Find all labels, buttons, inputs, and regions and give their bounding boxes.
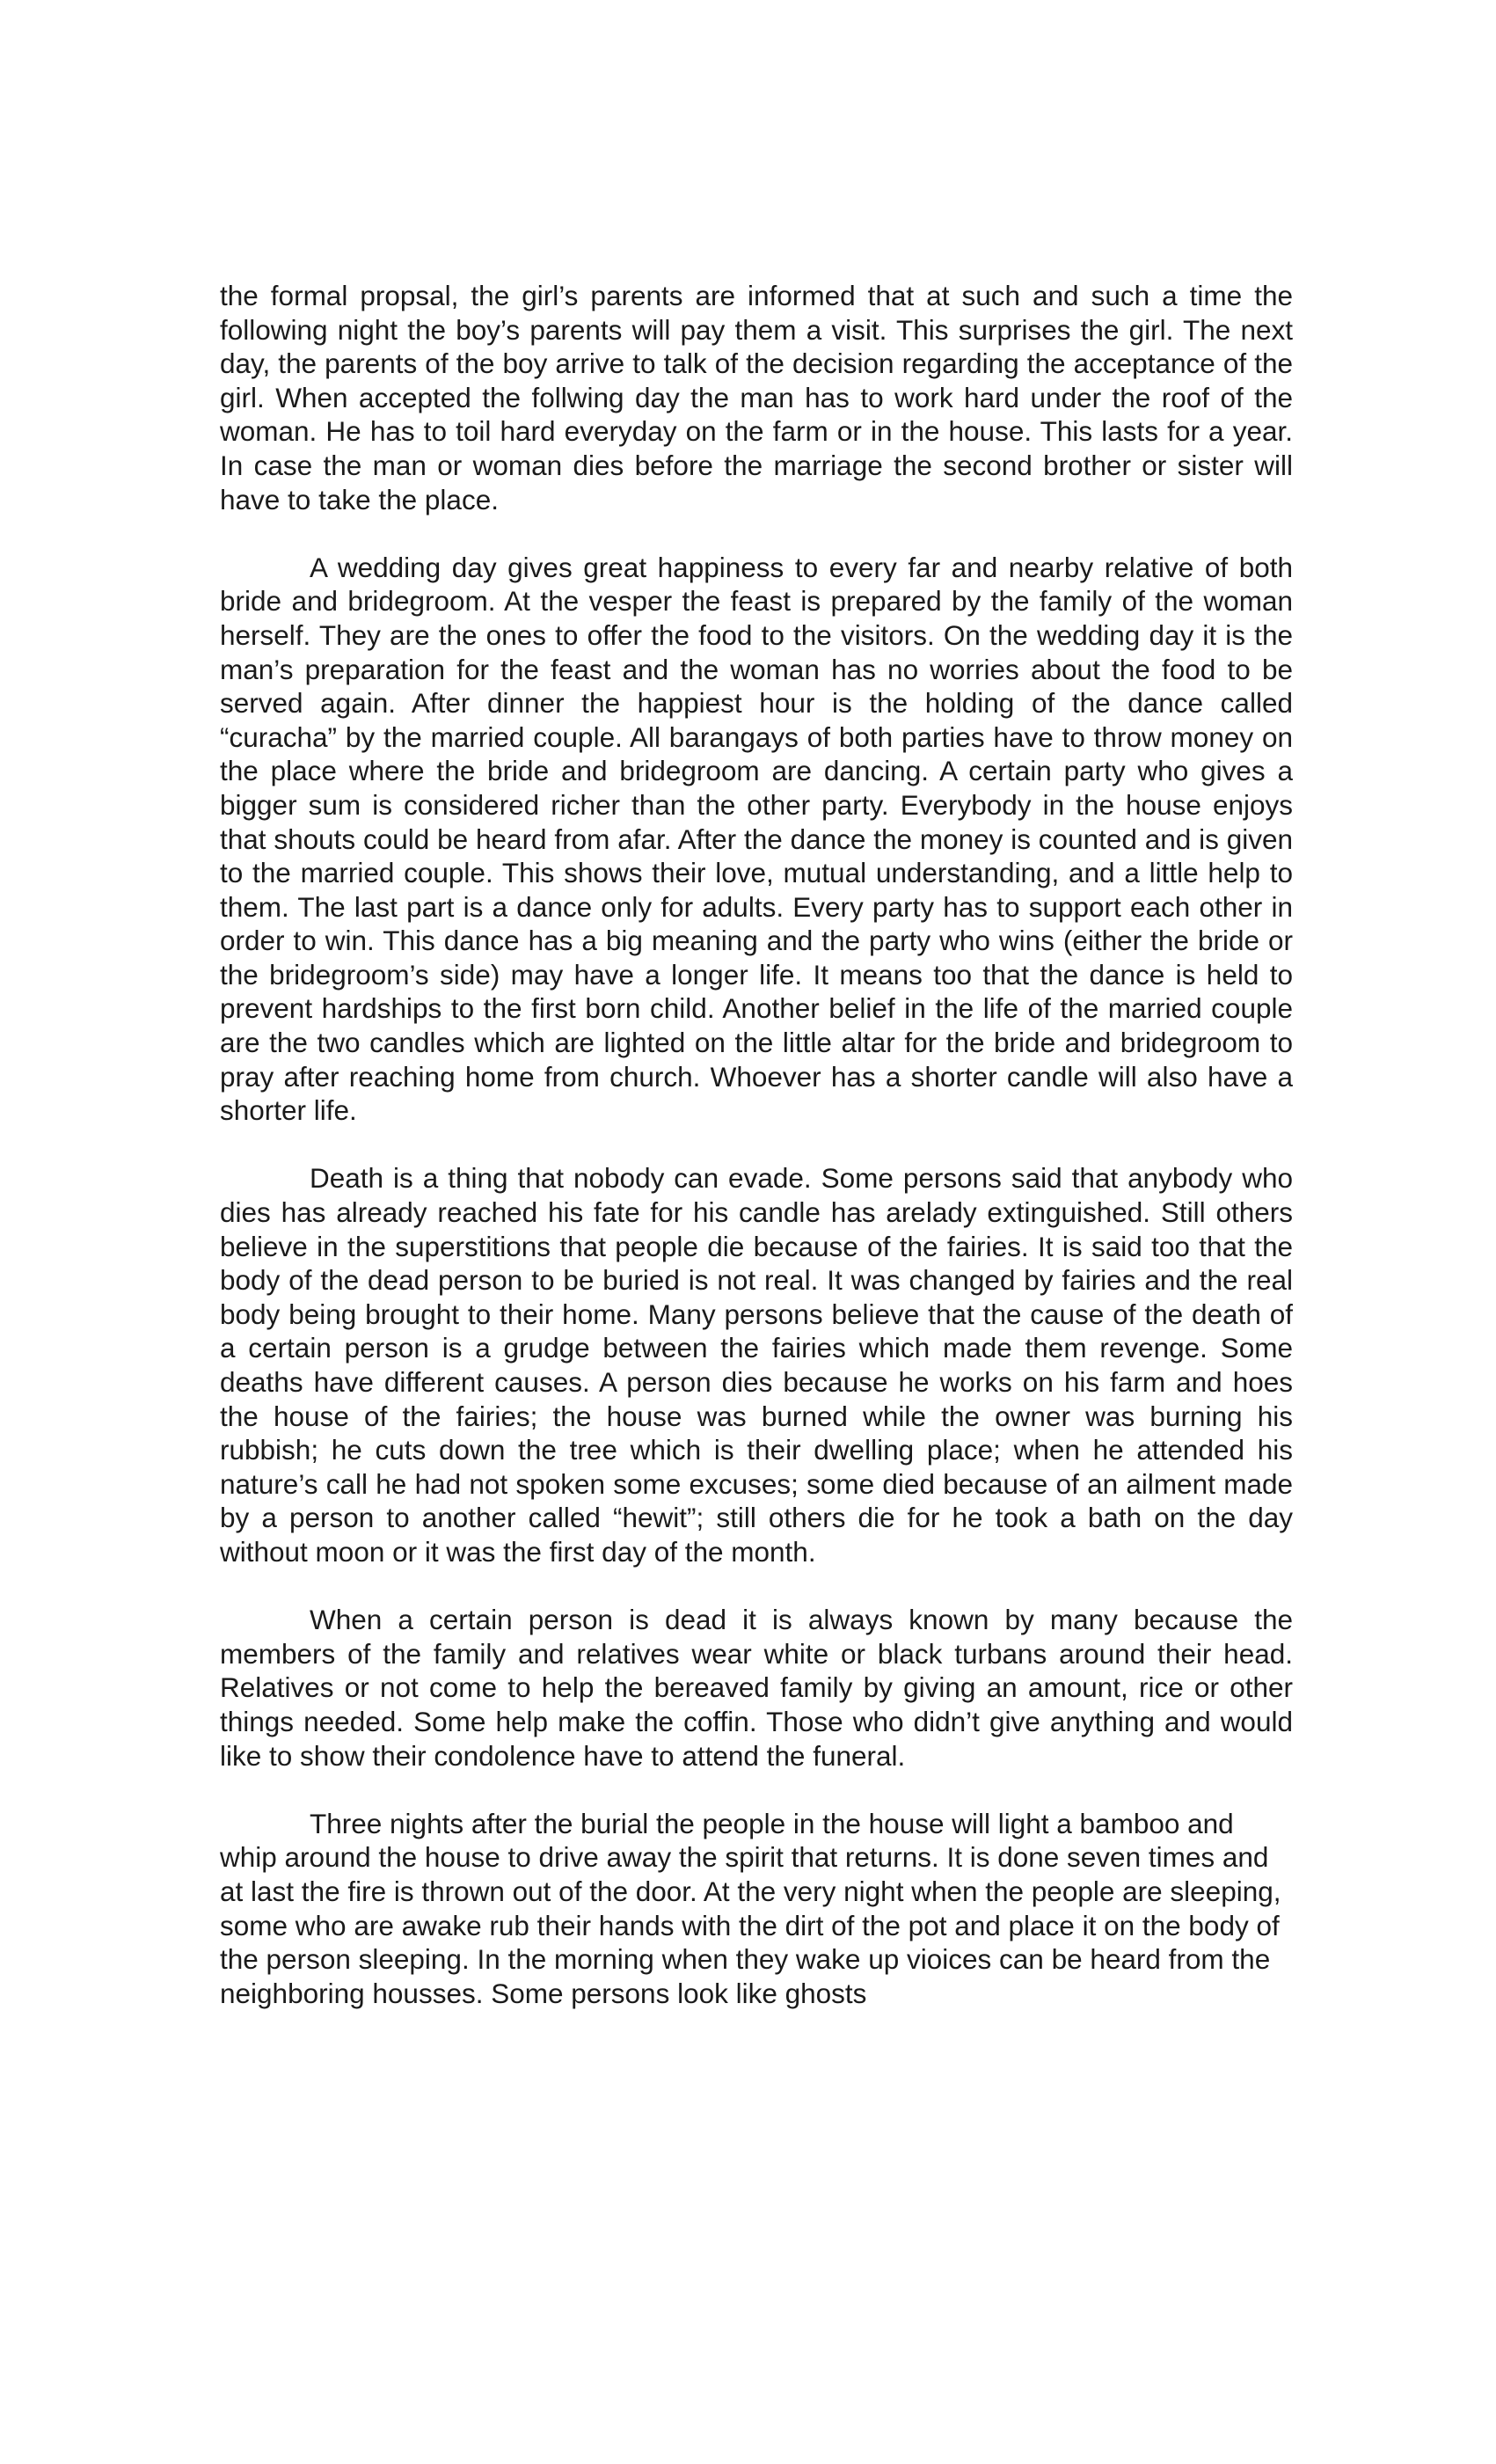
document-body xyxy=(220,279,1293,2010)
paragraph-proposal-custom: the formal propsal, the girl’s parents are informed that at such and such a time the following night the boy’s parents will pay them a visit. This surprises the girl. The next day, the parents of the boy arrive to talk of the decision regarding the acceptance of the girl. When accepted the follwing day the man has to work hard under the roof of the woman. He has to toil hard everyday on the farm or in the house. This lasts for a year. In case the man or woman dies before the marriage the second brother or sister will have to take the place. xyxy=(220,280,1293,515)
paragraph-after-burial: Three nights after the burial the people in the house will light a bamboo and whip around the house to drive away the spirit that returns. It is done seven times and at last the fire is thrown out of the door. At the very night when the people are sleeping, some who are awake rub their hands with the dirt of the pot and place it on the body of the person sleeping. In the morning when they wake up vioices can be heard from the neighboring housses. Some persons look like ghosts xyxy=(220,1807,1281,2009)
paragraph-wedding-day: A wedding day gives great happiness to every far and nearby relative of both bride and bridegroom. At the vesper the feast is prepared by the family of the woman herself. They are the ones to offer the food to the visitors. On the wedding day it is the man’s preparation for the feast and the woman has no worries about the food to be served again. After dinner the happiest hour is the holding of the dance called “curacha” by the married couple. All barangays of both parties have to throw money on the place where the bride and bridegroom are dancing. A certain party who gives a bigger sum is considered richer than the other party. Everybody in the house enjoys that shouts could be heard from afar. After the dance the money is counted and is given to the married couple. This shows their love, mutual understanding, and a little help to them. The last part is a dance only for adults. Every party has to support each other in order to win. This dance has a big meaning and the party who wins (either the bride or the bridegroom’s side) may have a longer life. It means too that the dance is held to prevent hardships to the first born child. Another belief in the life of the married couple are the two candles which are lighted on the little altar for the bride and bridegroom to pray after reaching home from church. Whoever has a shorter candle will also have a shorter life. xyxy=(220,551,1293,1127)
paragraph-mourning: When a certain person is dead it is always known by many because the members of the family and relatives wear white or black turbans around their head. Relatives or not come to help the bereaved family by giving an amount, rice or other things needed. Some help make the coffin. Those who didn’t give anything and would like to show their condolence have to attend the funeral. xyxy=(220,1604,1293,1772)
paragraph-death-beliefs: Death is a thing that nobody can evade. Some persons said that anybody who dies has already reached his fate for his candle has arelady extinguished. Still others believe in the superstitions that people die because of the fairies. It is said too that the body of the dead person to be buried is not real. It was changed by fairies and the real body being brought to their home. Many persons believe that the cause of the death of a certain person is a grudge between the fairies which made them revenge. Some deaths have different causes. A person dies because he works on his farm and hoes the house of the fairies; the house was burned while the owner was burning his rubbish; he cuts down the tree which is their dwelling place; when he attended his nature’s call he had not spoken some excuses; some died because of an ailment made by a person to another called “hewit”; still others die for he took a bath on the day without moon or it was the first day of the month. xyxy=(220,1162,1293,1568)
